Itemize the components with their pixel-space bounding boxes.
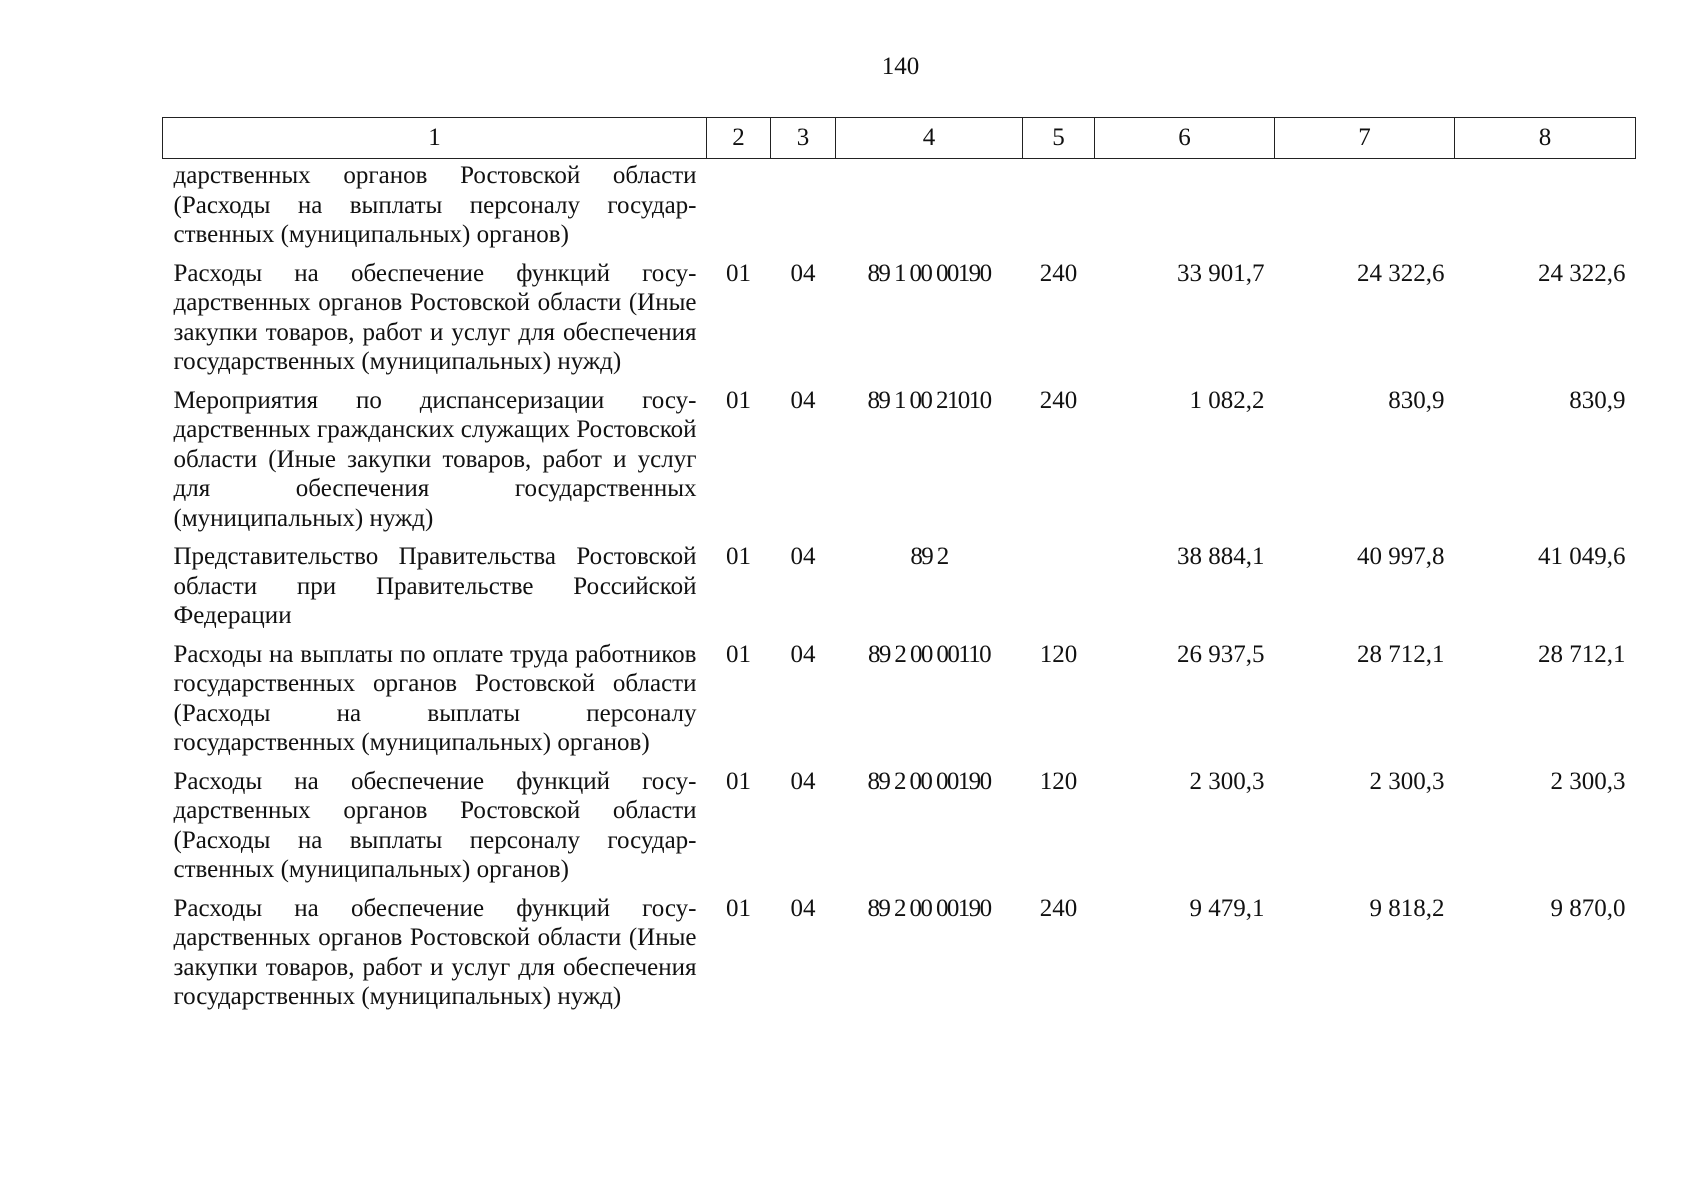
row-name: Расходы на обеспечение функций государственных органов Ростовской области (Иные закупки товаров, работ и услуг для обеспечения государственных (муниципальных) нужд): [173, 894, 697, 1010]
row-subsection: 04: [790, 386, 816, 414]
row-expense-type: 240: [1039, 259, 1078, 287]
row-amount-7: 9 818,2: [1369, 894, 1445, 922]
row-amount-7: 24 322,6: [1357, 259, 1445, 287]
row-name: Представительство Правительства Ростовской области при Правительстве Российской Федерации: [173, 543, 697, 629]
row-amount-8: 41 049,6: [1538, 543, 1626, 570]
row-section: 01: [726, 259, 751, 287]
header-col-7: 7: [1275, 118, 1455, 159]
row-subsection: 04: [790, 894, 816, 922]
row-target-code: 89 1 00 00190: [867, 259, 991, 287]
row-subsection: [771, 159, 836, 259]
table-row: [163, 542, 1636, 640]
row-expense-type: [1023, 159, 1095, 259]
row-amount-7: 40 997,8: [1357, 543, 1445, 570]
row-name: Мероприятия по диспансеризации государственных гражданских служащих Ростовской области (Иные закупки товаров, работ и услуг для обеспечения государственных (муниципальных) нужд): [173, 386, 697, 532]
header-col-6: 6: [1095, 118, 1275, 159]
row-amount-8: 28 712,1: [1538, 640, 1626, 668]
header-col-8: 8: [1455, 118, 1636, 159]
row-subsection: 04: [790, 767, 816, 795]
row-target-code: 89 2: [910, 543, 948, 570]
row-amount-7: 830,9: [1388, 386, 1445, 414]
table-row: [163, 767, 1636, 894]
table-row: [163, 640, 1636, 767]
row-amount-6: 33 901,7: [1177, 259, 1265, 287]
row-expense-type: 240: [1039, 894, 1078, 922]
row-subsection: 04: [790, 640, 816, 668]
header-col-5: 5: [1023, 118, 1095, 159]
row-amount-7: [1275, 159, 1455, 259]
row-target-code: [836, 159, 1023, 259]
row-expense-type: 120: [1039, 640, 1078, 668]
row-target-code: 89 1 00 21010: [867, 386, 991, 414]
header-row: [163, 118, 1636, 159]
row-amount-7: 28 712,1: [1357, 640, 1445, 668]
row-amount-8: 830,9: [1569, 386, 1626, 414]
table-header: [163, 118, 1636, 159]
row-amount-6: 26 937,5: [1177, 640, 1265, 668]
row-amount-6: 1 082,2: [1189, 386, 1265, 414]
table-row: [163, 259, 1636, 386]
row-target-code: 89 2 00 00190: [867, 767, 991, 795]
row-subsection: 04: [790, 259, 816, 287]
row-target-code: 89 2 00 00190: [867, 894, 991, 922]
row-section: [707, 159, 771, 259]
table-row: [163, 894, 1636, 1021]
row-name: Расходы на обеспечение функций государственных органов Ростовской области (Иные закупки товаров, работ и услуг для обеспечения государственных (муниципальных) нужд): [173, 259, 697, 375]
row-amount-8: 24 322,6: [1538, 259, 1626, 287]
row-section: 01: [726, 767, 751, 795]
row-expense-type: 240: [1039, 386, 1078, 414]
row-name: Расходы на выплаты по оплате труда работников государственных органов Ростовской области (Расходы на выплаты персоналу государственных (муниципальных) органов): [173, 640, 697, 756]
page-number: 140: [881, 53, 920, 80]
table-row: [163, 159, 1636, 259]
row-amount-8: 9 870,0: [1550, 894, 1626, 922]
row-target-code: 89 2 00 00110: [867, 640, 991, 668]
header-col-4: 4: [836, 118, 1023, 159]
row-expense-type: 120: [1039, 767, 1078, 795]
budget-table: [162, 117, 1636, 1021]
header-col-3: 3: [771, 118, 836, 159]
row-amount-7: 2 300,3: [1369, 767, 1445, 795]
row-section: 01: [726, 543, 751, 570]
row-name: дарственных органов Ростовской области (Расходы на выплаты персоналу государственных (муниципальных) органов): [173, 162, 697, 248]
row-name: Расходы на обеспечение функций государственных органов Ростовской области (Расходы на выплаты персоналу государственных (муниципальных) органов): [173, 767, 697, 883]
table-row: [163, 386, 1636, 543]
row-amount-8: [1455, 159, 1636, 259]
row-section: 01: [726, 640, 751, 668]
row-amount-6: 2 300,3: [1189, 767, 1265, 795]
header-col-1: 1: [163, 118, 707, 159]
row-amount-6: 9 479,1: [1189, 894, 1265, 922]
row-amount-6: 38 884,1: [1177, 543, 1265, 570]
row-section: 01: [726, 386, 751, 414]
row-amount-6: [1095, 159, 1275, 259]
row-amount-8: 2 300,3: [1550, 767, 1626, 795]
header-col-2: 2: [707, 118, 771, 159]
table-body: [163, 159, 1636, 1021]
row-expense-type: [1023, 542, 1095, 640]
row-subsection: 04: [790, 543, 816, 570]
row-section: 01: [726, 894, 751, 922]
